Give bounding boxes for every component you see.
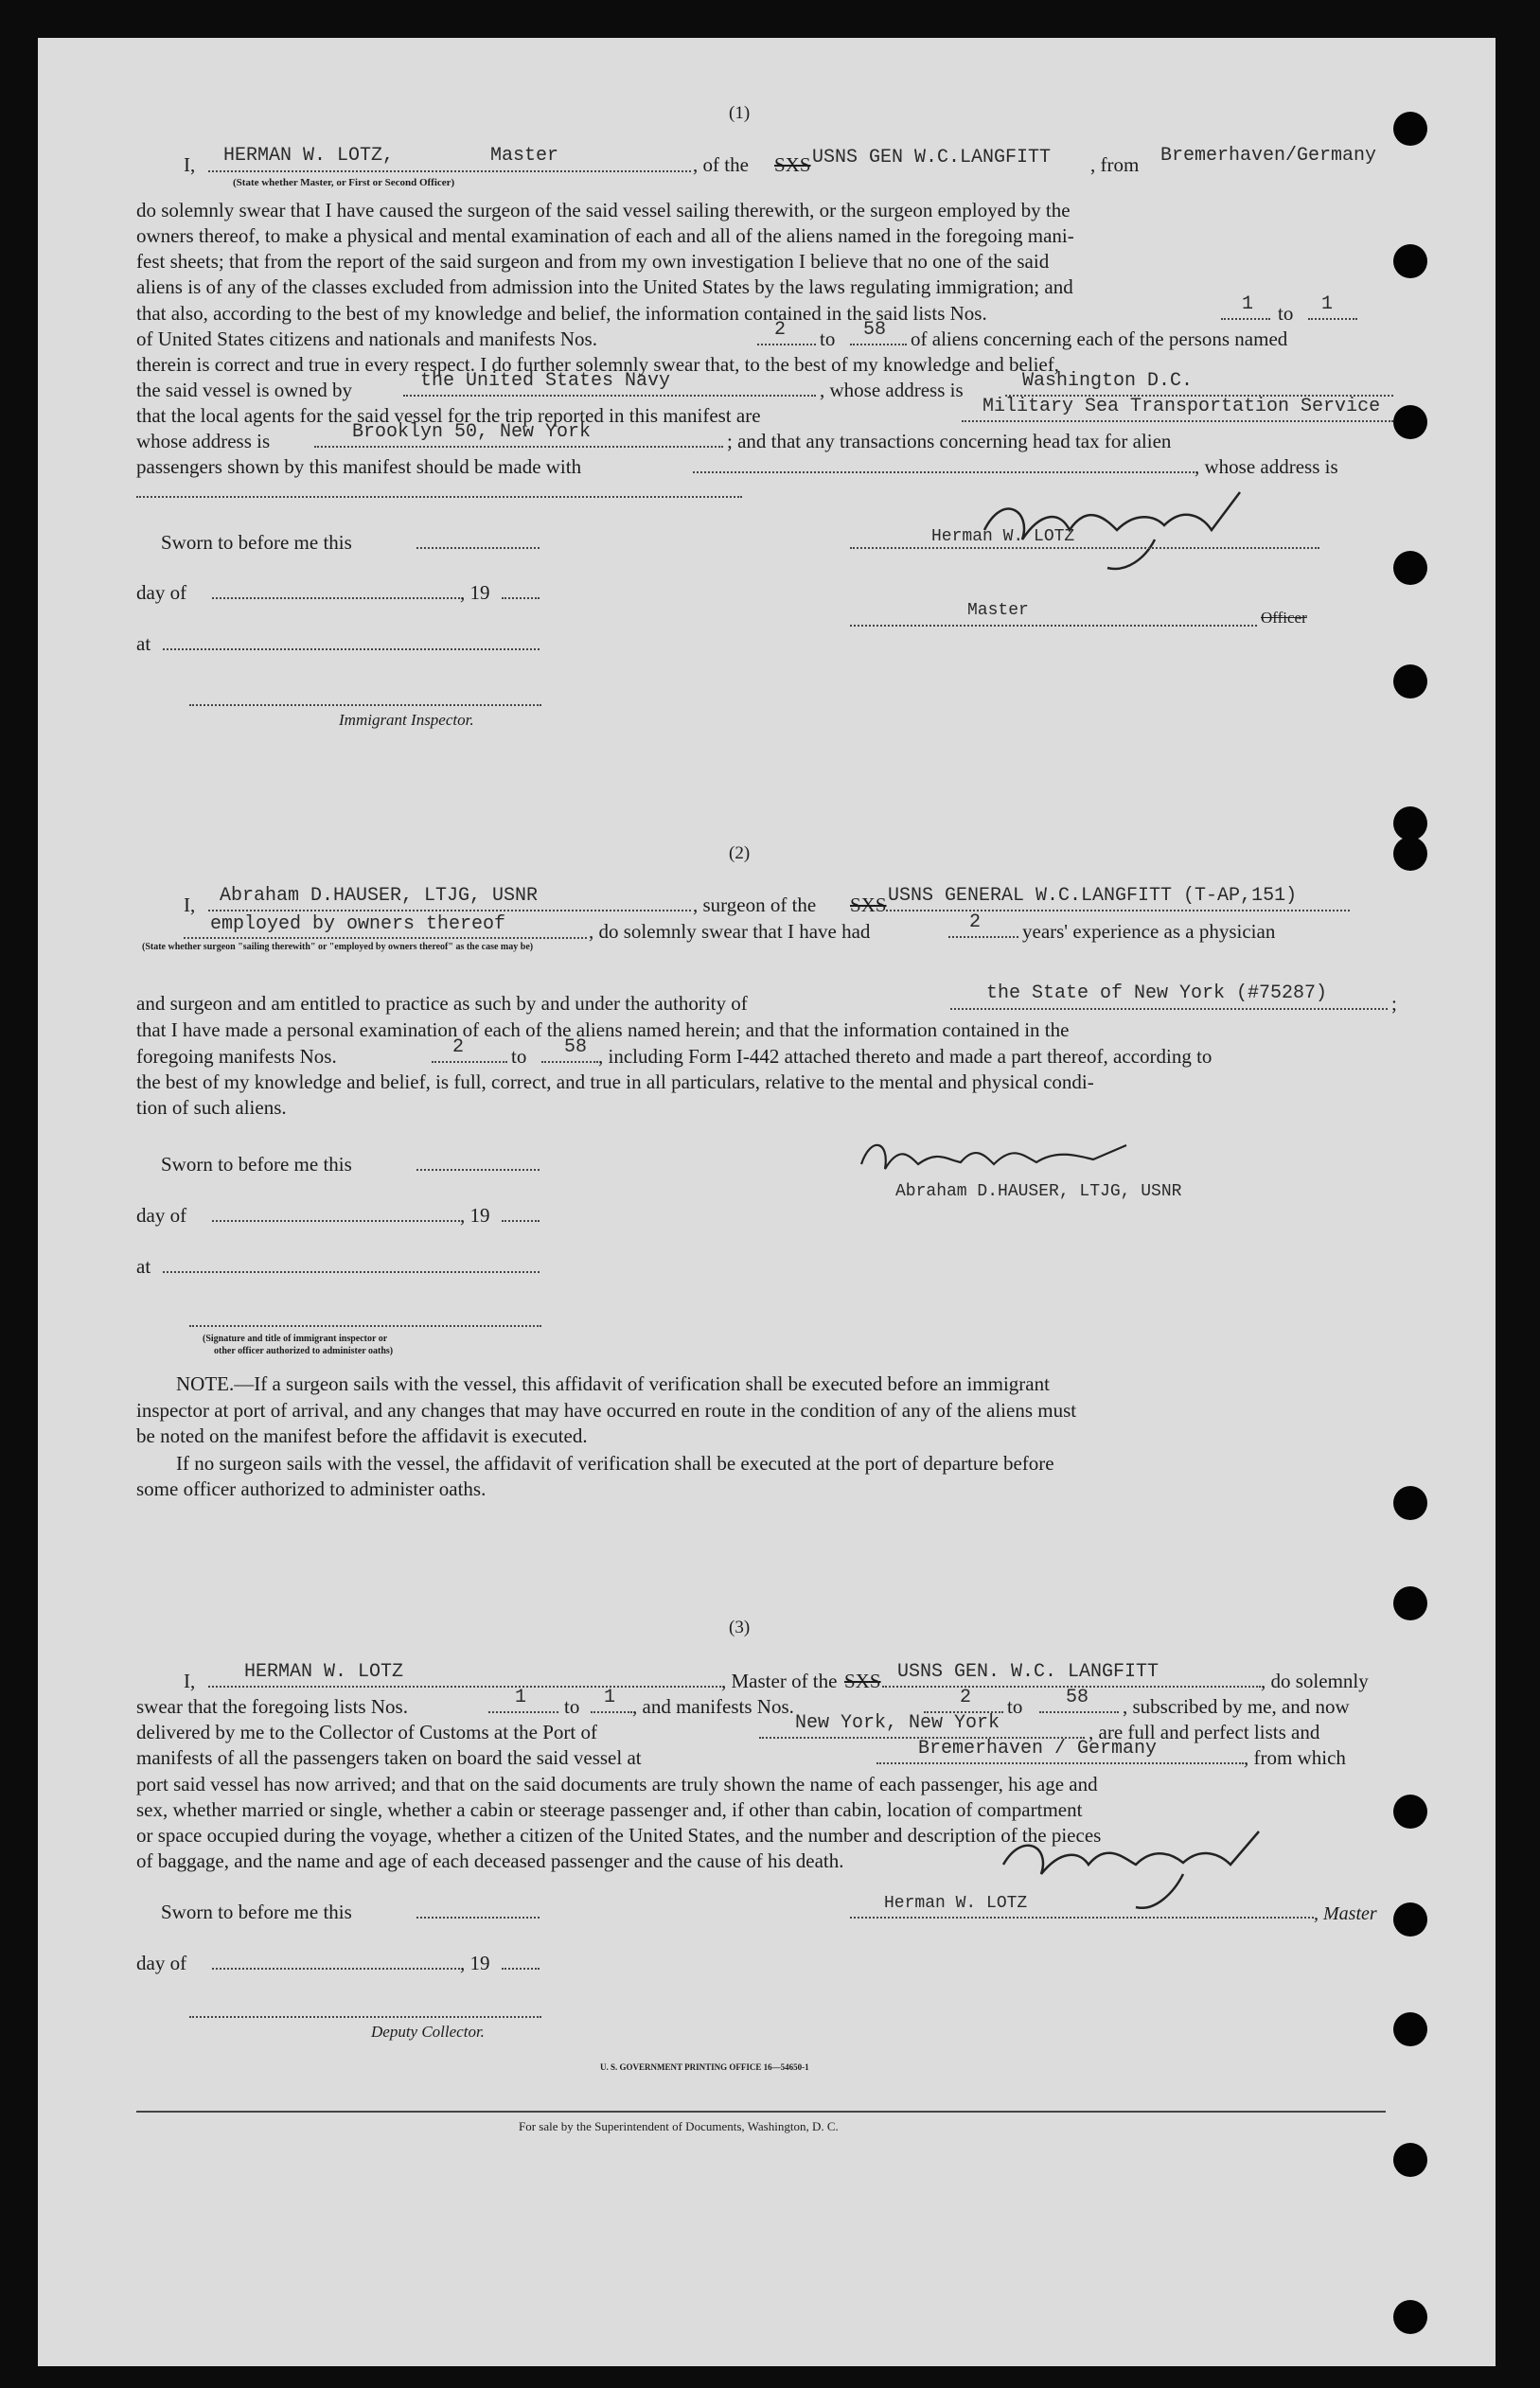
punch-hole bbox=[1393, 2300, 1427, 2334]
punch-hole bbox=[1393, 1486, 1427, 1520]
sec1-year-line bbox=[502, 597, 540, 599]
sec1-manifest-to: 58 bbox=[863, 319, 887, 341]
sec3-line-2: or space occupied during the voyage, whether a citizen of the United States, and the number and description of the pieces bbox=[136, 1824, 1102, 1847]
punch-hole bbox=[1393, 2012, 1427, 2046]
sec3-deputy: Deputy Collector. bbox=[371, 2023, 485, 2041]
sec2-i: I, bbox=[184, 893, 196, 916]
sec2-authority: the State of New York (#75287) bbox=[986, 982, 1328, 1004]
sec1-agent-addr-line bbox=[314, 446, 723, 448]
sec1-agents: Military Sea Transportation Service bbox=[982, 396, 1381, 417]
sec2-sworn-line bbox=[416, 1169, 540, 1171]
sec1-sworn-line bbox=[416, 547, 540, 549]
sec3-line-0: port said vessel has now arrived; and that on the said documents are truly shown the name of each passenger, his age and bbox=[136, 1773, 1098, 1795]
sec3-day: day of bbox=[136, 1952, 187, 1974]
section-2-number: (2) bbox=[729, 843, 751, 863]
sec2-line-1: foregoing manifests Nos. bbox=[136, 1045, 337, 1068]
sec1-from-label: , from bbox=[1090, 153, 1140, 176]
sec3-sworn-line bbox=[416, 1917, 540, 1919]
sec1-line-6: therein is correct and true in every respect. I do further solemnly swear that, to the best of my knowledge and belief, bbox=[136, 353, 1059, 376]
sec2-sworn: Sworn to before me this bbox=[161, 1153, 352, 1176]
sec1-line-10: passengers shown by this manifest should be made with bbox=[136, 455, 582, 478]
sec2-surgeon: Abraham D.HAUSER, LTJG, USNR bbox=[220, 885, 539, 907]
sec1-line-9: whose address is bbox=[136, 430, 271, 452]
sec1-to-2: to bbox=[820, 327, 836, 350]
footer-gpo: U. S. GOVERNMENT PRINTING OFFICE 16—54650-1 bbox=[600, 2062, 809, 2072]
document-page bbox=[38, 38, 1496, 2366]
sec1-rank-line bbox=[850, 625, 1257, 627]
sec1-year: , 19 bbox=[460, 581, 490, 604]
punch-hole bbox=[1393, 112, 1427, 146]
sec2-note-0: NOTE.—If a surgeon sails with the vessel, this affidavit of verification shall be executed before an immigrant bbox=[176, 1372, 1050, 1395]
sec2-day-line bbox=[212, 1220, 460, 1222]
sec1-inspector-line bbox=[189, 704, 541, 706]
sec1-signer-line bbox=[850, 547, 1319, 549]
sec2-authority-line bbox=[950, 1008, 1388, 1010]
sec1-name-line bbox=[208, 170, 691, 172]
sec2-including: , including Form I-442 attached thereto and made a part thereof, according to bbox=[598, 1045, 1213, 1068]
sec3-deputy-line bbox=[189, 2016, 541, 2018]
punch-hole bbox=[1393, 1795, 1427, 1829]
sec2-man-from: 2 bbox=[452, 1036, 465, 1058]
sec2-state-note: (State whether surgeon "sailing therewith" or "employed by owners thereof" as the case may be) bbox=[142, 942, 534, 952]
sec1-whose-addr: , whose address is bbox=[1195, 455, 1338, 478]
footer-rule bbox=[136, 2111, 1386, 2113]
sec2-inspector-line bbox=[189, 1325, 541, 1327]
sec2-year-line bbox=[502, 1220, 540, 1222]
sec1-sworn: Sworn to before me this bbox=[161, 531, 352, 554]
sec1-lists-from-line bbox=[1221, 318, 1270, 320]
sec2-man-from-line bbox=[432, 1061, 507, 1063]
sec2-semi: ; bbox=[1391, 992, 1397, 1015]
sec3-swear-lists: swear that the foregoing lists Nos. bbox=[136, 1695, 408, 1718]
sec1-owner-addr-label: , whose address is bbox=[820, 379, 964, 401]
sec3-lists-from-line bbox=[488, 1711, 558, 1713]
sec1-head-tax: ; and that any transactions concerning head tax for alien bbox=[727, 430, 1172, 452]
sec3-full-perfect: , are full and perfect lists and bbox=[1089, 1721, 1320, 1743]
sec2-years: 2 bbox=[969, 911, 982, 933]
sec2-line-2: the best of my knowledge and belief, is full, correct, and true in all particulars, relative to the mental and physical condi- bbox=[136, 1070, 1094, 1093]
sec1-day: day of bbox=[136, 581, 187, 604]
section-3-number: (3) bbox=[729, 1618, 751, 1637]
sec2-sig-note-2: other officer authorized to administer oaths) bbox=[214, 1346, 394, 1356]
punch-hole bbox=[1393, 664, 1427, 699]
sec3-vessel: USNS GEN. W.C. LANGFITT bbox=[897, 1661, 1159, 1683]
sec1-strike: SXS bbox=[774, 153, 811, 176]
punch-hole bbox=[1393, 1586, 1427, 1620]
sec3-master-line bbox=[208, 1686, 721, 1688]
sec2-man-to: 58 bbox=[564, 1036, 588, 1058]
sec3-and-manifests: , and manifests Nos. bbox=[632, 1695, 794, 1718]
sec3-lists-from: 1 bbox=[515, 1687, 527, 1708]
sec2-line-0: that I have made a personal examination of each of the aliens named herein; and that the information contained in the bbox=[136, 1018, 1070, 1041]
sec2-at-line bbox=[163, 1271, 540, 1273]
sec3-line-3: of baggage, and the name and age of each deceased passenger and the cause of his death. bbox=[136, 1849, 844, 1872]
sec1-line-8: that the local agents for the said vessel for the trip reported in this manifest are bbox=[136, 404, 761, 427]
sec2-strike: SXS bbox=[850, 893, 887, 916]
sec1-lists-to-line bbox=[1308, 318, 1357, 320]
sec3-i: I, bbox=[184, 1670, 196, 1692]
sec1-inspector: Immigrant Inspector. bbox=[339, 711, 474, 729]
sec1-agent-addr: Brooklyn 50, New York bbox=[352, 421, 592, 443]
sec2-employed: employed by owners thereof bbox=[210, 913, 506, 935]
sec2-signer: Abraham D.HAUSER, LTJG, USNR bbox=[895, 1182, 1182, 1201]
sec1-manifest-from: 2 bbox=[774, 319, 787, 341]
sec3-master: HERMAN W. LOTZ bbox=[244, 1661, 404, 1683]
sec3-day-line bbox=[212, 1968, 460, 1970]
punch-hole bbox=[1393, 837, 1427, 871]
sec2-swear: , do solemnly swear that I have had bbox=[589, 920, 871, 943]
sec3-strike: SXS bbox=[844, 1670, 881, 1692]
sec2-note-4: some officer authorized to administer oaths. bbox=[136, 1477, 487, 1500]
sec1-at-line bbox=[163, 648, 540, 650]
sec3-lists-to: 1 bbox=[604, 1687, 616, 1708]
sec1-addr-line bbox=[136, 496, 742, 498]
sec2-vessel-line bbox=[886, 910, 1350, 911]
sec2-at: at bbox=[136, 1255, 151, 1278]
sec3-signer: Herman W. LOTZ bbox=[884, 1894, 1028, 1913]
sec1-master-name: HERMAN W. LOTZ, bbox=[223, 145, 395, 167]
sec2-years-line bbox=[948, 936, 1018, 938]
sec3-to-2: to bbox=[1007, 1695, 1023, 1718]
punch-hole bbox=[1393, 551, 1427, 585]
sec3-line-1: sex, whether married or single, whether a cabin or steerage passenger and, if other than cabin, location of compartment bbox=[136, 1798, 1083, 1821]
sec2-to: to bbox=[511, 1045, 527, 1068]
punch-hole bbox=[1393, 244, 1427, 278]
sec3-master-of: , Master of the bbox=[721, 1670, 838, 1692]
sec1-to-1: to bbox=[1278, 302, 1294, 325]
sec1-at: at bbox=[136, 632, 151, 655]
sec3-taken-at-line bbox=[876, 1762, 1244, 1764]
sec1-signer: Herman W. LOTZ bbox=[931, 527, 1075, 546]
sec1-lists-from: 1 bbox=[1242, 293, 1254, 315]
sec3-man-to: 58 bbox=[1066, 1687, 1089, 1708]
sec2-sig-note-1: (Signature and title of immigrant inspector or bbox=[203, 1334, 388, 1344]
sec1-line-7: the said vessel is owned by bbox=[136, 379, 353, 401]
sec3-year-line bbox=[502, 1968, 540, 1970]
sec2-line-3: tion of such aliens. bbox=[136, 1096, 287, 1119]
sec2-note-3: If no surgeon sails with the vessel, the affidavit of verification shall be executed at the port of departure before bbox=[176, 1452, 1054, 1475]
sec1-from-port: Bremerhaven/Germany bbox=[1160, 145, 1377, 167]
sec3-port: New York, New York bbox=[795, 1712, 1000, 1734]
sec1-master-rank: Master bbox=[490, 145, 559, 167]
sec1-i: I, bbox=[184, 153, 196, 176]
sec2-years-text: years' experience as a physician bbox=[1022, 920, 1276, 943]
sec1-line-4: that also, according to the best of my knowledge and belief, the information contained in the said lists Nos. bbox=[136, 302, 987, 325]
sec1-officer-strike: Officer bbox=[1261, 609, 1307, 627]
sec3-do-sol: , do solemnly bbox=[1261, 1670, 1369, 1692]
sec1-manifest-to-line bbox=[850, 344, 907, 345]
sec1-line-2: fest sheets; that from the report of the said surgeon and from my own investigation I believe that no one of the said bbox=[136, 250, 1050, 273]
sec3-lists-to-line bbox=[591, 1711, 632, 1713]
sec1-manifest-from-line bbox=[757, 344, 816, 345]
sec3-master-label: , Master bbox=[1314, 1903, 1377, 1924]
sec1-vessel: USNS GEN W.C.LANGFITT bbox=[812, 147, 1052, 168]
sec3-to-1: to bbox=[564, 1695, 580, 1718]
sec1-aliens-text: of aliens concerning each of the persons named bbox=[911, 327, 1288, 350]
sec2-note-1: inspector at port of arrival, and any changes that may have occurred en route in the condition of any of the aliens must bbox=[136, 1399, 1077, 1422]
sec1-state-note: (State whether Master, or First or Second Officer) bbox=[233, 177, 455, 188]
sec1-day-line bbox=[212, 597, 460, 599]
punch-hole bbox=[1393, 1902, 1427, 1937]
section-1-number: (1) bbox=[729, 103, 751, 123]
sec2-day: day of bbox=[136, 1204, 187, 1227]
sec1-of-the: , of the bbox=[693, 153, 749, 176]
sec1-lists-to: 1 bbox=[1321, 293, 1334, 315]
sec2-vessel: USNS GENERAL W.C.LANGFITT (T-AP,151) bbox=[888, 885, 1298, 907]
sec1-line-3: aliens is of any of the classes excluded from admission into the United States by the laws regulating immigration; and bbox=[136, 275, 1073, 298]
punch-hole bbox=[1393, 405, 1427, 439]
sec1-line-1: owners thereof, to make a physical and mental examination of each and all of the aliens named in the foregoing mani- bbox=[136, 224, 1074, 247]
sec3-manifests-all: manifests of all the passengers taken on board the said vessel at bbox=[136, 1746, 642, 1769]
sec2-surgeon-of: , surgeon of the bbox=[693, 893, 817, 916]
sec3-delivered: delivered by me to the Collector of Customs at the Port of bbox=[136, 1721, 597, 1743]
sec2-surgeon-line bbox=[208, 910, 691, 911]
sec1-line-5: of United States citizens and nationals and manifests Nos. bbox=[136, 327, 597, 350]
sec1-agents-line bbox=[962, 420, 1393, 422]
sec2-man-to-line bbox=[541, 1061, 598, 1063]
sec3-signer-line bbox=[850, 1917, 1314, 1919]
sec1-signature bbox=[965, 473, 1278, 577]
sec1-line-0: do solemnly swear that I have caused the surgeon of the said vessel sailing therewith, or the surgeon employed by the bbox=[136, 199, 1071, 221]
sec2-employed-line bbox=[184, 937, 587, 939]
sec3-subscribed: , subscribed by me, and now bbox=[1123, 1695, 1350, 1718]
sec3-man-to-line bbox=[1039, 1711, 1119, 1713]
sec1-signer-rank: Master bbox=[967, 601, 1029, 620]
sec1-owner-line bbox=[403, 395, 816, 397]
punch-hole bbox=[1393, 2143, 1427, 2177]
sec3-sworn: Sworn to before me this bbox=[161, 1901, 352, 1923]
sec3-man-from: 2 bbox=[960, 1687, 972, 1708]
punch-hole bbox=[1393, 806, 1427, 840]
footer-sale: For sale by the Superintendent of Documents, Washington, D. C. bbox=[519, 2119, 839, 2133]
sec2-year: , 19 bbox=[460, 1204, 490, 1227]
sec2-line-auth: and surgeon and am entitled to practice as such by and under the authority of bbox=[136, 992, 748, 1015]
sec1-owner-addr: Washington D.C. bbox=[1022, 370, 1194, 392]
sec3-taken-at: Bremerhaven / Germany bbox=[918, 1738, 1158, 1760]
sec1-owner: the United States Navy bbox=[420, 370, 671, 392]
sec3-from-which: , from which bbox=[1244, 1746, 1346, 1769]
sec2-note-2: be noted on the manifest before the affidavit is executed. bbox=[136, 1424, 588, 1447]
sec3-year: , 19 bbox=[460, 1952, 490, 1974]
